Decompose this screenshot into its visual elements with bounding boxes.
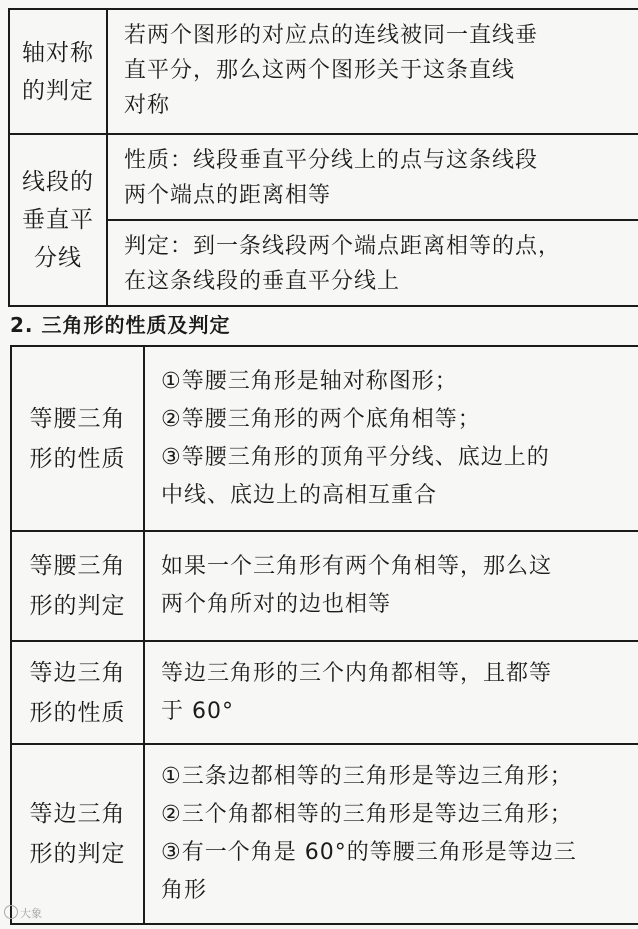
row-content <box>107 9 638 134</box>
content-line: 性质：线段垂直平分线上的点与这条线段 <box>124 148 539 173</box>
section-title: 2. 三角形的性质及判定 <box>10 313 231 337</box>
row-label <box>11 744 144 924</box>
content-line: 在这条线段的垂直平分线上 <box>124 269 401 294</box>
table-row <box>9 134 638 220</box>
watermark <box>4 905 42 921</box>
label-line: 等边三角 <box>29 659 126 686</box>
row-content <box>144 744 638 924</box>
determination-cell <box>107 220 638 306</box>
content-line: 两个端点的距离相等 <box>124 183 332 208</box>
table-row <box>9 9 638 134</box>
label-line: 形的性质 <box>29 445 126 472</box>
content-line: 于 60° <box>161 698 234 724</box>
label-line: 形的判定 <box>29 841 126 867</box>
property-cell <box>107 134 638 220</box>
label-line: 轴对称 <box>22 39 94 66</box>
table-row <box>11 531 638 641</box>
watermark-logo-icon <box>4 905 18 919</box>
table-axial-symmetry <box>8 8 638 307</box>
table-row <box>11 641 638 744</box>
content-line: 等边三角形的三个内角都相等，且都等 <box>161 660 553 686</box>
content-line: ③有一个角是 60°的等腰三角形是等边三 <box>161 840 577 865</box>
content-line: 判定：到一条线段两个端点距离相等的点， <box>124 234 562 259</box>
content-line: 对称 <box>124 93 171 118</box>
label-line: 等腰三角 <box>29 553 126 579</box>
label-line: 分线 <box>34 245 82 271</box>
row-label <box>9 134 107 306</box>
content-line: ②三个角都相等的三角形是等边三角形； <box>161 802 573 827</box>
label-line: 垂直平 <box>22 207 94 233</box>
row-content <box>144 641 638 744</box>
content-line: ②等腰三角形的两个底角相等； <box>161 406 481 432</box>
table-row <box>11 744 638 924</box>
content-line: ③等腰三角形的顶角平分线、底边上的 <box>161 444 550 470</box>
row-content <box>144 531 638 641</box>
content-line: 如果一个三角形有两个角相等，那么这 <box>161 554 553 579</box>
label-line: 等腰三角 <box>29 405 126 432</box>
content-line: 中线、底边上的高相互重合 <box>161 482 438 508</box>
label-line: 等边三角 <box>29 801 126 827</box>
row-content <box>144 346 638 531</box>
content-line: 若两个图形的对应点的连线被同一直线垂 <box>124 23 539 48</box>
row-label <box>11 346 144 531</box>
content-line: 两个角所对的边也相等 <box>161 592 392 617</box>
content-line: 直平分，那么这两个图形关于这条直线 <box>124 58 516 83</box>
content-line: ①等腰三角形是轴对称图形； <box>161 368 458 394</box>
watermark-text: 大象 <box>20 907 42 920</box>
label-line: 形的性质 <box>29 699 126 726</box>
content-line: ①三条边都相等的三角形是等边三角形； <box>161 764 573 789</box>
label-line: 线段的 <box>22 169 94 195</box>
content-line: 角形 <box>161 878 208 903</box>
label-line: 的判定 <box>22 77 94 104</box>
table-row <box>11 346 638 531</box>
row-label <box>9 9 107 134</box>
label-line: 形的判定 <box>29 593 126 619</box>
row-label <box>11 531 144 641</box>
table-triangle-properties <box>10 345 638 925</box>
row-label <box>11 641 144 744</box>
